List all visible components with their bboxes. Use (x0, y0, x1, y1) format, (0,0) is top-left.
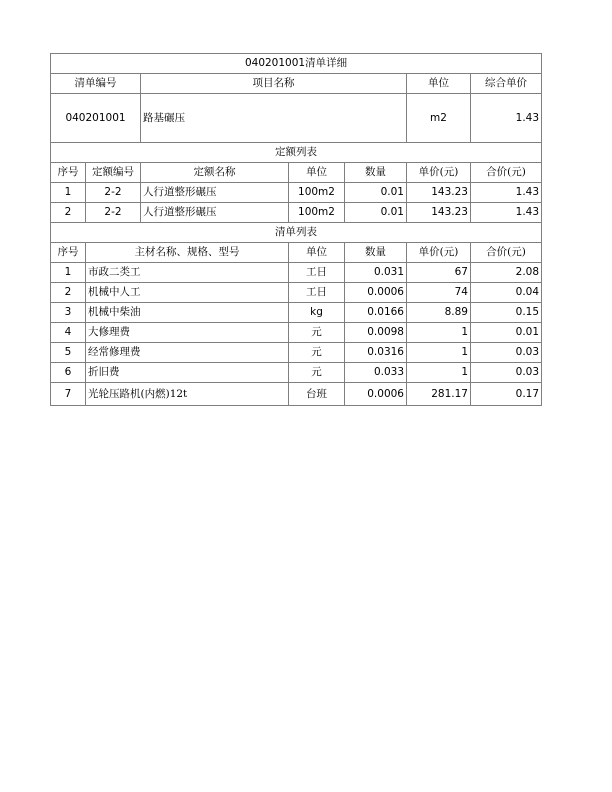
material-qty: 0.0316 (345, 343, 407, 363)
material-total: 0.15 (471, 303, 542, 323)
material-name: 折旧费 (86, 363, 289, 383)
material-qty: 0.031 (345, 263, 407, 283)
material-section-title-row (51, 223, 542, 243)
material-row (51, 363, 542, 383)
quota-qty: 0.01 (345, 183, 407, 203)
bill-item-row (51, 94, 542, 143)
quota-no: 2 (51, 203, 86, 223)
material-qty: 0.0166 (345, 303, 407, 323)
item-name: 路基碾压 (141, 94, 407, 143)
material-col-qty: 数量 (345, 243, 407, 263)
material-unit: 元 (289, 363, 345, 383)
material-name: 光轮压路机(内燃)12t (86, 383, 289, 406)
quota-col-no: 序号 (51, 163, 86, 183)
quota-col-qty: 数量 (345, 163, 407, 183)
material-col-total: 合价(元) (471, 243, 542, 263)
material-name: 大修理费 (86, 323, 289, 343)
material-qty: 0.0006 (345, 383, 407, 406)
quota-qty: 0.01 (345, 203, 407, 223)
quota-price: 143.23 (407, 183, 471, 203)
material-qty: 0.033 (345, 363, 407, 383)
item-unit: m2 (407, 94, 471, 143)
quota-code: 2-2 (86, 183, 141, 203)
material-section-title: 清单列表 (51, 223, 542, 243)
quota-col-code: 定额编号 (86, 163, 141, 183)
quota-unit: 100m2 (289, 203, 345, 223)
quota-price: 143.23 (407, 203, 471, 223)
bill-header-row (51, 74, 542, 94)
bill-code-header: 清单编号 (51, 74, 141, 94)
material-price: 67 (407, 263, 471, 283)
material-total: 0.17 (471, 383, 542, 406)
material-row (51, 263, 542, 283)
material-price: 74 (407, 283, 471, 303)
material-no: 7 (51, 383, 86, 406)
material-name: 机械中人工 (86, 283, 289, 303)
material-col-name: 主材名称、规格、型号 (86, 243, 289, 263)
title-row (51, 54, 542, 74)
quota-row (51, 203, 542, 223)
quota-name: 人行道整形碾压 (141, 183, 289, 203)
quota-total: 1.43 (471, 203, 542, 223)
material-qty: 0.0006 (345, 283, 407, 303)
material-row (51, 323, 542, 343)
material-row (51, 303, 542, 323)
material-col-unit: 单位 (289, 243, 345, 263)
material-no: 1 (51, 263, 86, 283)
quota-section-title: 定额列表 (51, 143, 542, 163)
quota-col-price: 单价(元) (407, 163, 471, 183)
material-no: 6 (51, 363, 86, 383)
unit-header: 单位 (407, 74, 471, 94)
material-price: 1 (407, 343, 471, 363)
quota-col-name: 定额名称 (141, 163, 289, 183)
material-name: 市政二类工 (86, 263, 289, 283)
material-col-price: 单价(元) (407, 243, 471, 263)
quota-col-unit: 单位 (289, 163, 345, 183)
quota-no: 1 (51, 183, 86, 203)
material-price: 8.89 (407, 303, 471, 323)
item-name-header: 项目名称 (141, 74, 407, 94)
bill-code: 040201001 (51, 94, 141, 143)
material-no: 5 (51, 343, 86, 363)
material-name: 机械中柴油 (86, 303, 289, 323)
item-unit-price: 1.43 (471, 94, 542, 143)
quota-name: 人行道整形碾压 (141, 203, 289, 223)
material-total: 0.03 (471, 363, 542, 383)
quota-col-total: 合价(元) (471, 163, 542, 183)
material-no: 2 (51, 283, 86, 303)
material-price: 281.17 (407, 383, 471, 406)
material-row (51, 283, 542, 303)
material-unit: 元 (289, 343, 345, 363)
material-unit: 台班 (289, 383, 345, 406)
table-title: 040201001清单详细 (51, 54, 542, 74)
material-unit: 元 (289, 323, 345, 343)
material-header-row (51, 243, 542, 263)
material-name: 经常修理费 (86, 343, 289, 363)
quota-code: 2-2 (86, 203, 141, 223)
unit-price-header: 综合单价 (471, 74, 542, 94)
material-price: 1 (407, 363, 471, 383)
quota-total: 1.43 (471, 183, 542, 203)
material-total: 2.08 (471, 263, 542, 283)
quota-row (51, 183, 542, 203)
material-total: 0.03 (471, 343, 542, 363)
material-total: 0.04 (471, 283, 542, 303)
quota-section-title-row (51, 143, 542, 163)
quota-unit: 100m2 (289, 183, 345, 203)
material-unit: 工日 (289, 263, 345, 283)
material-no: 3 (51, 303, 86, 323)
material-price: 1 (407, 323, 471, 343)
material-qty: 0.0098 (345, 323, 407, 343)
material-unit: kg (289, 303, 345, 323)
material-col-no: 序号 (51, 243, 86, 263)
quota-header-row (51, 163, 542, 183)
bill-detail-table (50, 53, 542, 406)
material-total: 0.01 (471, 323, 542, 343)
material-no: 4 (51, 323, 86, 343)
material-unit: 工日 (289, 283, 345, 303)
material-row (51, 343, 542, 363)
material-row (51, 383, 542, 406)
